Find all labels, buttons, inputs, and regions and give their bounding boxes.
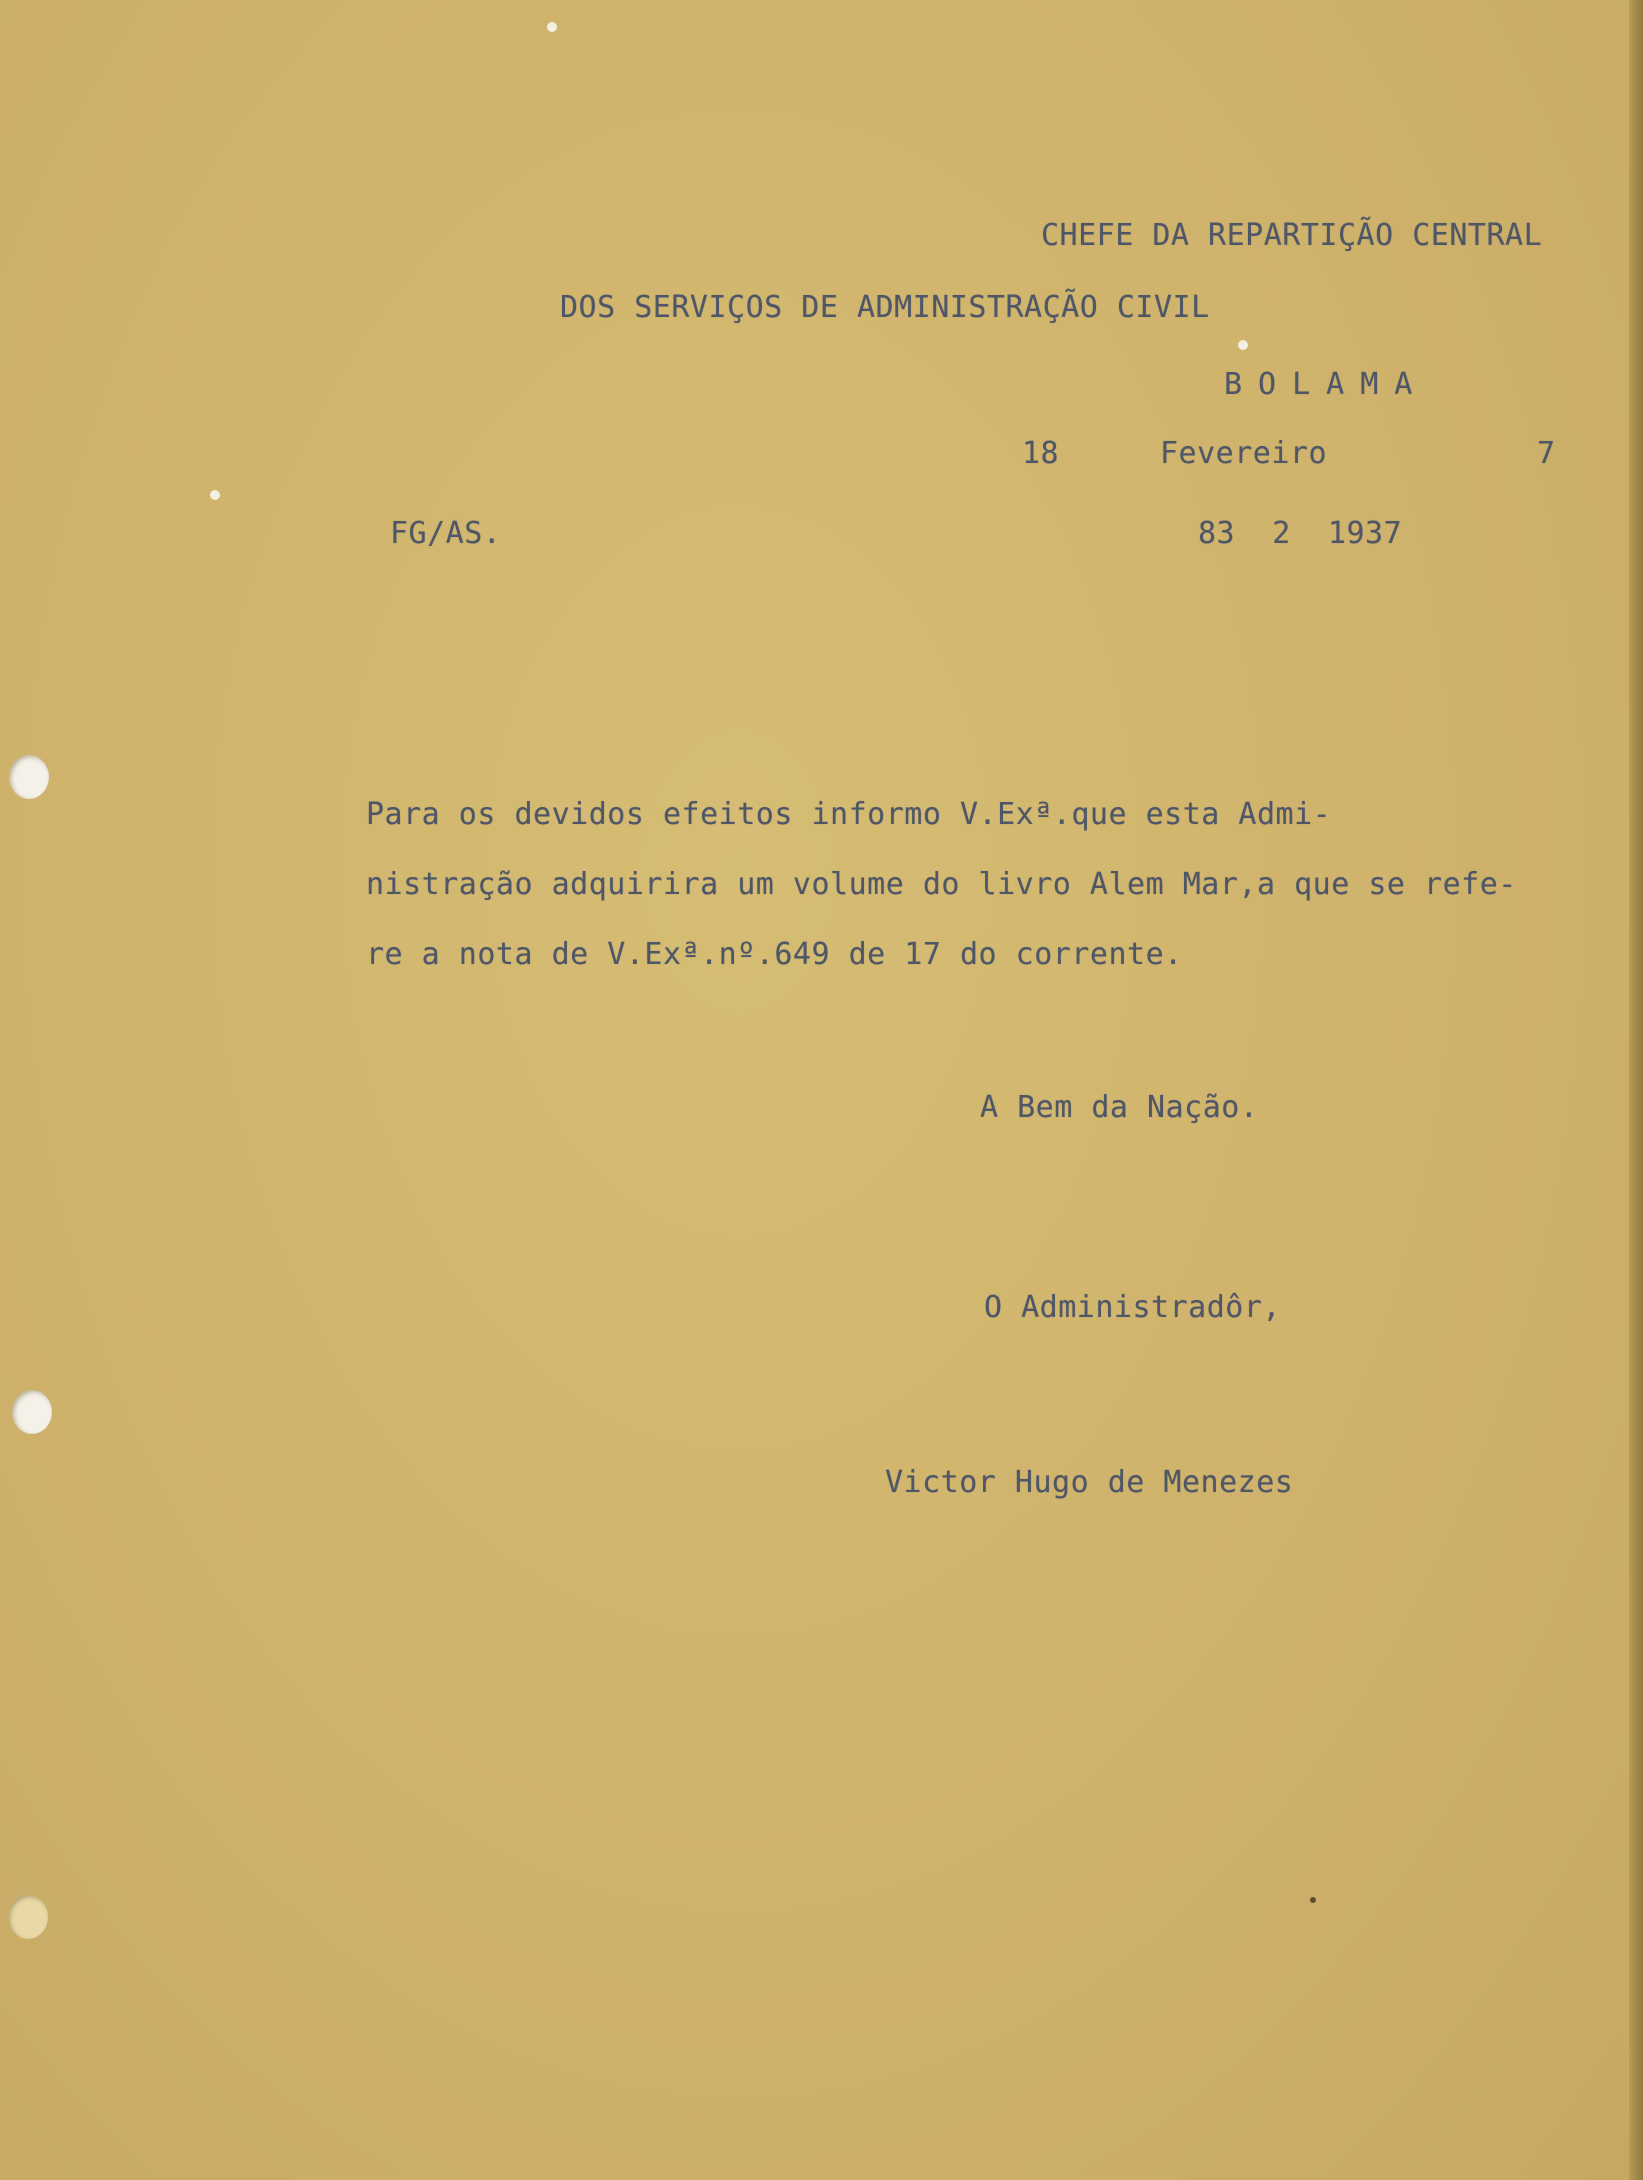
paper-speck <box>1310 1897 1316 1903</box>
closing-salutation: A Bem da Nação. <box>980 1090 1259 1125</box>
paper-speck <box>1238 340 1248 350</box>
signature-name: Victor Hugo de Menezes <box>885 1465 1294 1500</box>
date-number: 7 <box>1537 436 1556 471</box>
paper-speck <box>210 490 220 500</box>
header-line-1: CHEFE DA REPARTIÇÃO CENTRAL <box>1041 218 1543 253</box>
reference-code: FG/AS. <box>390 516 502 551</box>
header-line-2: DOS SERVIÇOS DE ADMINISTRAÇÃO CIVIL <box>560 290 1210 325</box>
page-edge <box>1629 0 1643 2180</box>
punch-hole-top <box>9 755 49 799</box>
date-day: 18 <box>1022 436 1060 471</box>
punch-hole-bottom <box>8 1895 48 1939</box>
paper-speck <box>547 22 557 32</box>
place-name: BOLAMA <box>1224 367 1429 402</box>
date-month: Fevereiro <box>1160 436 1328 471</box>
document-number: 83 2 1937 <box>1198 516 1403 551</box>
punch-hole-middle <box>12 1390 52 1434</box>
signature-role: O Administradôr, <box>984 1290 1281 1325</box>
body-paragraph: Para os devidos efeitos informo V.Exª.que esta Admi- nistração adquirira um volume do livro Alem Mar,a que se refe- re a nota de V.Exª.nº.649 de 17 do corrente. <box>366 797 1517 972</box>
